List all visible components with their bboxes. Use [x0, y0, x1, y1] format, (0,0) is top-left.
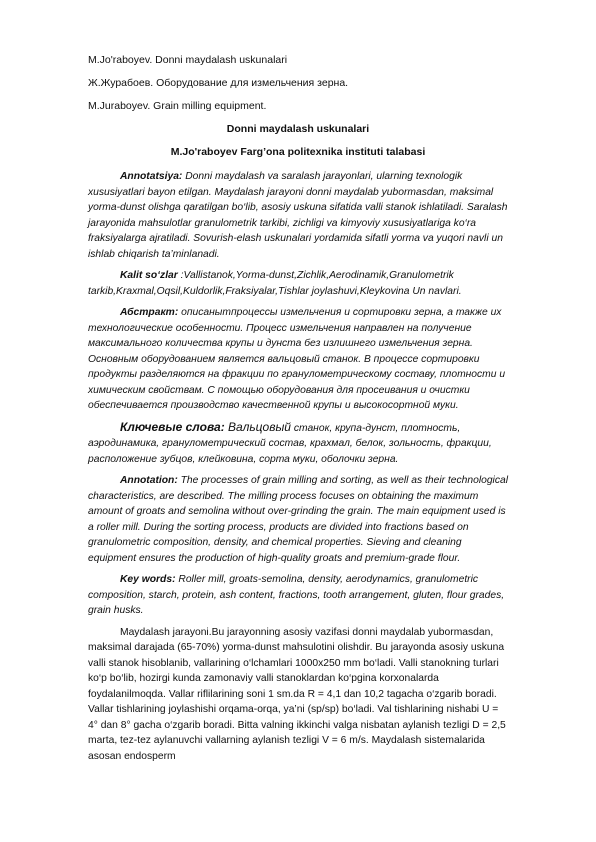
- annotation-en-text: The processes of grain milling and sorting, as well as their technological characteristics, are described. The milling process focuses on obtaining the maximum amount of groats and semolina without over-grinding the grain. The main equipment used is a roller mill. During the sorting process, products are divided into fractions based on granulometric composition, density, and chemical properties. Sieving and cleaning equipment ensures the production of high-quality groats and premium-grade flour.: [88, 475, 509, 564]
- annotation-uz-text: Donni maydalash va saralash jarayonlari, ularning texnologik xususiyatlari bayon etilgan. Maydalash jarayoni donni maydalab yubormasdan, maksimal yorma-dunst olishga qaratilgan bo‘lib, asosiy uskuna sifatida valli stanok ishlatiladi. Saralash jarayonida mahsulotlar granulometrik tarkibi, zichligi va kimyoviy xususiyatlariga ko‘ra fraksiyalarga ajratiladi. Sovurish-elash uskunalari yordamida sifatli yorma va yuqori navli un ishlab chiqarish ta’minlanadi.: [88, 171, 508, 260]
- keywords-ru-lead: Вальцовый: [224, 419, 291, 434]
- keywords-uz: [88, 268, 508, 299]
- annotation-ru-label: Абстракт:: [120, 307, 179, 318]
- keywords-en: [88, 572, 508, 619]
- annotation-en-label: Annotation:: [120, 475, 178, 486]
- annotation-uz-label: Annotatsiya:: [120, 171, 183, 182]
- keywords-en-text: Roller mill, groats-semolina, density, aerodynamics, granulometric composition, starch, protein, ash content, fractions, tooth arrangement, gluten, flour grades, grain husks.: [88, 574, 505, 616]
- keywords-ru-label: Ключевые слова:: [120, 419, 225, 434]
- annotation-ru: [88, 305, 508, 414]
- keywords-uz-label: Kalit so‘zlar: [120, 270, 178, 281]
- keywords-uz-text: :Vallistanok,Yorma-dunst,Zichlik,Aerodinamik,Granulometrik tarkib,Kraxmal,Oqsil,Kuldorlik,Fraksiyalar,Tishlar joylashuvi,Kleykovina Un navlari.: [88, 270, 462, 297]
- header-line-ru: Ж.Журабоев. Оборудование для измельчения зерна.: [88, 77, 349, 89]
- author-line: M.Jo'raboyev Farg’ona politexnika instituti talabasi: [170, 146, 426, 158]
- annotation-uz: [88, 169, 508, 262]
- annotation-ru-text: описанытпроцессы измельчения и сортировки зерна, а также их технологические особенности. Процесс измельчения направлен на получение максимального количества крупы и дунста без излишнего измельчения зерна. Основным оборудованием является вальцовый станок. В процессе сортировки продукты разделяются на фракции по гранулометрическому составу, плотности и химическим свойствам. С помощью оборудования для просеивания и очистки обеспечивается производство качественной крупы и высокосортной муки.: [88, 307, 506, 411]
- keywords-en-label: Key words:: [120, 574, 176, 585]
- body-paragraph: Maydalash jarayoni.Bu jarayonning asosiy vazifasi donni maydalab yubormasdan, maksimal darajada (65-70%) yorma-dunst mahsulotini olishdir. Bu jarayonda asosiy uskuna valli stanok hisoblanib, vallarining o‘lchamlari 1000x250 mm bo‘ladi. Valli stanokning turlari ko‘p bo‘lib, hozirgi kunda zamonaviy valli stanoklardan ko‘pgina korxonalarda foydalanilmoqda. Vallar riflilarining soni 1 sm.da R = 4,1 dan 10,2 tagacha o‘zgarib boradi. Vallar tishlarining joylashishi orqama-orqa, ya’ni (sp/sp) bo‘ladi. Val tishlarining nishabi U = 4° dan 8° gacha o‘zgarib boradi. Bitta valning ikkinchi valga nisbatan aylanish tezligi D = 2,5 marta, tez-tez aylanuvchi vallarning aylanish tezligi V = 6 m/s. Maydalash sistemalarida asosan endosperm: [88, 626, 506, 762]
- keywords-ru: [88, 420, 508, 468]
- header-line-en: M.Juraboyev. Grain milling equipment.: [88, 100, 267, 112]
- header-line-uz: M.Jo'raboyev. Donni maydalash uskunalari: [88, 54, 288, 66]
- keywords-ru-text: станок, крупа-дунст, плотность, аэродинамика, гранулометрический состав, крахмал, белок, зольность, фракции, расположение зубцов, клейковина, сорта муки, оболочки зерна.: [88, 422, 492, 465]
- paper-title: Donni maydalash uskunalari: [226, 123, 370, 135]
- annotation-en: [88, 473, 508, 566]
